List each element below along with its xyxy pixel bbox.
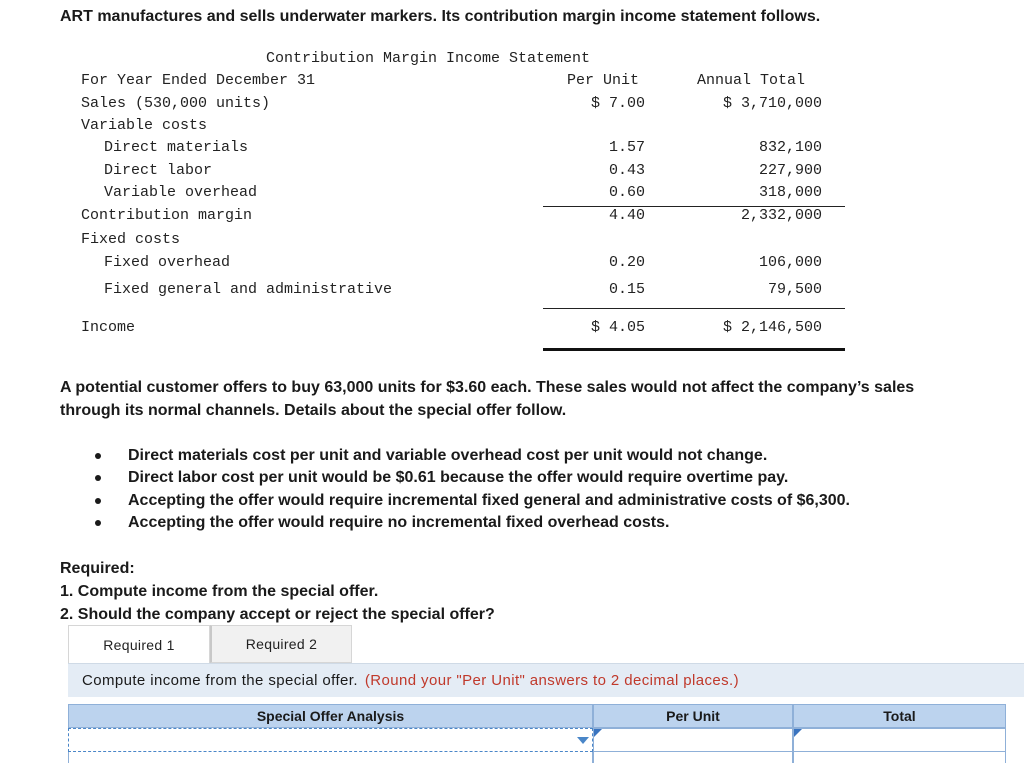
- statement-row-variable-overhead: [0, 184, 1024, 204]
- bullet-icon: [95, 520, 101, 526]
- column-header-total: Total: [793, 704, 1006, 728]
- statement-row-sales: [0, 95, 1024, 115]
- list-item-text: Direct materials cost per unit and variable overhead cost per unit would not change.: [128, 447, 768, 464]
- income-double-rule: [543, 348, 845, 351]
- list-item: [95, 490, 850, 512]
- column-header-analysis: Special Offer Analysis: [68, 704, 593, 728]
- row-total: 79,500: [767, 281, 822, 298]
- input-marker-icon: [794, 729, 802, 737]
- row-per-unit: 0.43: [608, 162, 645, 179]
- instruction-main: Compute income from the special offer.: [82, 672, 358, 689]
- row-per-unit: 0.60: [608, 184, 645, 201]
- problem-intro: ART manufactures and sells underwater markers. Its contribution margin income statement follows.: [60, 8, 821, 25]
- row-total: $ 3,710,000: [722, 95, 822, 112]
- table-row[interactable]: [793, 752, 1006, 763]
- statement-header-row: [0, 72, 1024, 92]
- required-item-2: 2. Should the company accept or reject the special offer?: [60, 606, 495, 623]
- list-item-text: Accepting the offer would require no incremental fixed overhead costs.: [128, 514, 670, 532]
- row-total: 227,900: [758, 162, 822, 179]
- required-section: [60, 557, 495, 626]
- statement-row-fixed-costs: [0, 231, 1024, 251]
- row-label: Variable overhead: [104, 184, 258, 201]
- instruction-note: (Round your "Per Unit" answers to 2 decimal places.): [364, 672, 739, 689]
- row-per-unit: 1.57: [608, 139, 645, 156]
- input-marker-icon: [594, 729, 602, 737]
- row-per-unit: 0.20: [608, 254, 645, 271]
- offer-details-list: [95, 445, 850, 535]
- row-label: Income: [81, 319, 136, 336]
- row-label: Contribution margin: [81, 207, 253, 224]
- total-input[interactable]: [793, 728, 1006, 752]
- instruction-bar: [68, 663, 1024, 697]
- row-label: Fixed costs: [81, 231, 181, 248]
- statement-row-direct-labor: [0, 162, 1024, 182]
- table-row[interactable]: [68, 752, 593, 763]
- row-total: 2,332,000: [740, 207, 822, 224]
- row-total: 832,100: [758, 139, 822, 156]
- bullet-icon: [95, 453, 101, 459]
- row-label: Sales (530,000 units): [81, 95, 271, 112]
- row-total: $ 2,146,500: [722, 319, 822, 336]
- table-row[interactable]: [593, 752, 793, 763]
- list-item-text: Direct labor cost per unit would be $0.61 because the offer would require overtime pay.: [128, 469, 789, 487]
- statement-row-fixed-ga: [0, 281, 1024, 301]
- required-item-1: 1. Compute income from the special offer.: [60, 583, 379, 600]
- row-label: Variable costs: [81, 117, 208, 134]
- row-label: Direct labor: [104, 162, 213, 179]
- row-total: 106,000: [758, 254, 822, 271]
- statement-row-fixed-overhead: [0, 254, 1024, 274]
- list-item-text: Accepting the offer would require incremental fixed general and administrative costs of $6,300.: [128, 491, 850, 509]
- row-label: Direct materials: [104, 139, 249, 156]
- offer-description: A potential customer offers to buy 63,000 units for $3.60 each. These sales would not affect the company’s sales through its normal channels. Details about the special offer follow.: [60, 379, 915, 419]
- bullet-icon: [95, 475, 101, 481]
- list-item: [95, 467, 850, 489]
- tab-required-2[interactable]: Required 2: [210, 625, 352, 663]
- list-item: [95, 445, 850, 467]
- bullet-icon: [95, 498, 101, 504]
- list-item: [95, 512, 850, 534]
- analysis-select-dropdown[interactable]: [68, 728, 593, 752]
- row-per-unit: 0.15: [608, 281, 645, 298]
- row-per-unit: $ 4.05: [590, 319, 645, 336]
- row-per-unit: 4.40: [608, 207, 645, 224]
- row-per-unit: $ 7.00: [590, 95, 645, 112]
- statement-row-variable-costs: [0, 117, 1024, 137]
- per-unit-header: Per Unit: [567, 72, 640, 89]
- income-top-rule: [543, 308, 845, 309]
- statement-row-direct-materials: [0, 139, 1024, 159]
- per-unit-input[interactable]: [593, 728, 793, 752]
- annual-total-header: Annual Total: [697, 72, 806, 89]
- statement-row-income: [0, 319, 1024, 339]
- required-tabs: [68, 625, 352, 663]
- required-heading: Required:: [60, 560, 135, 577]
- column-header-per-unit: Per Unit: [593, 704, 793, 728]
- statement-title: Contribution Margin Income Statement: [266, 50, 591, 67]
- row-total: 318,000: [758, 184, 822, 201]
- chevron-down-icon: [577, 737, 589, 744]
- row-label: Fixed general and administrative: [104, 281, 393, 298]
- row-label: Fixed overhead: [104, 254, 231, 271]
- tab-required-1[interactable]: Required 1: [68, 625, 210, 663]
- period-label: For Year Ended December 31: [81, 72, 316, 89]
- statement-row-contribution-margin: [0, 207, 1024, 227]
